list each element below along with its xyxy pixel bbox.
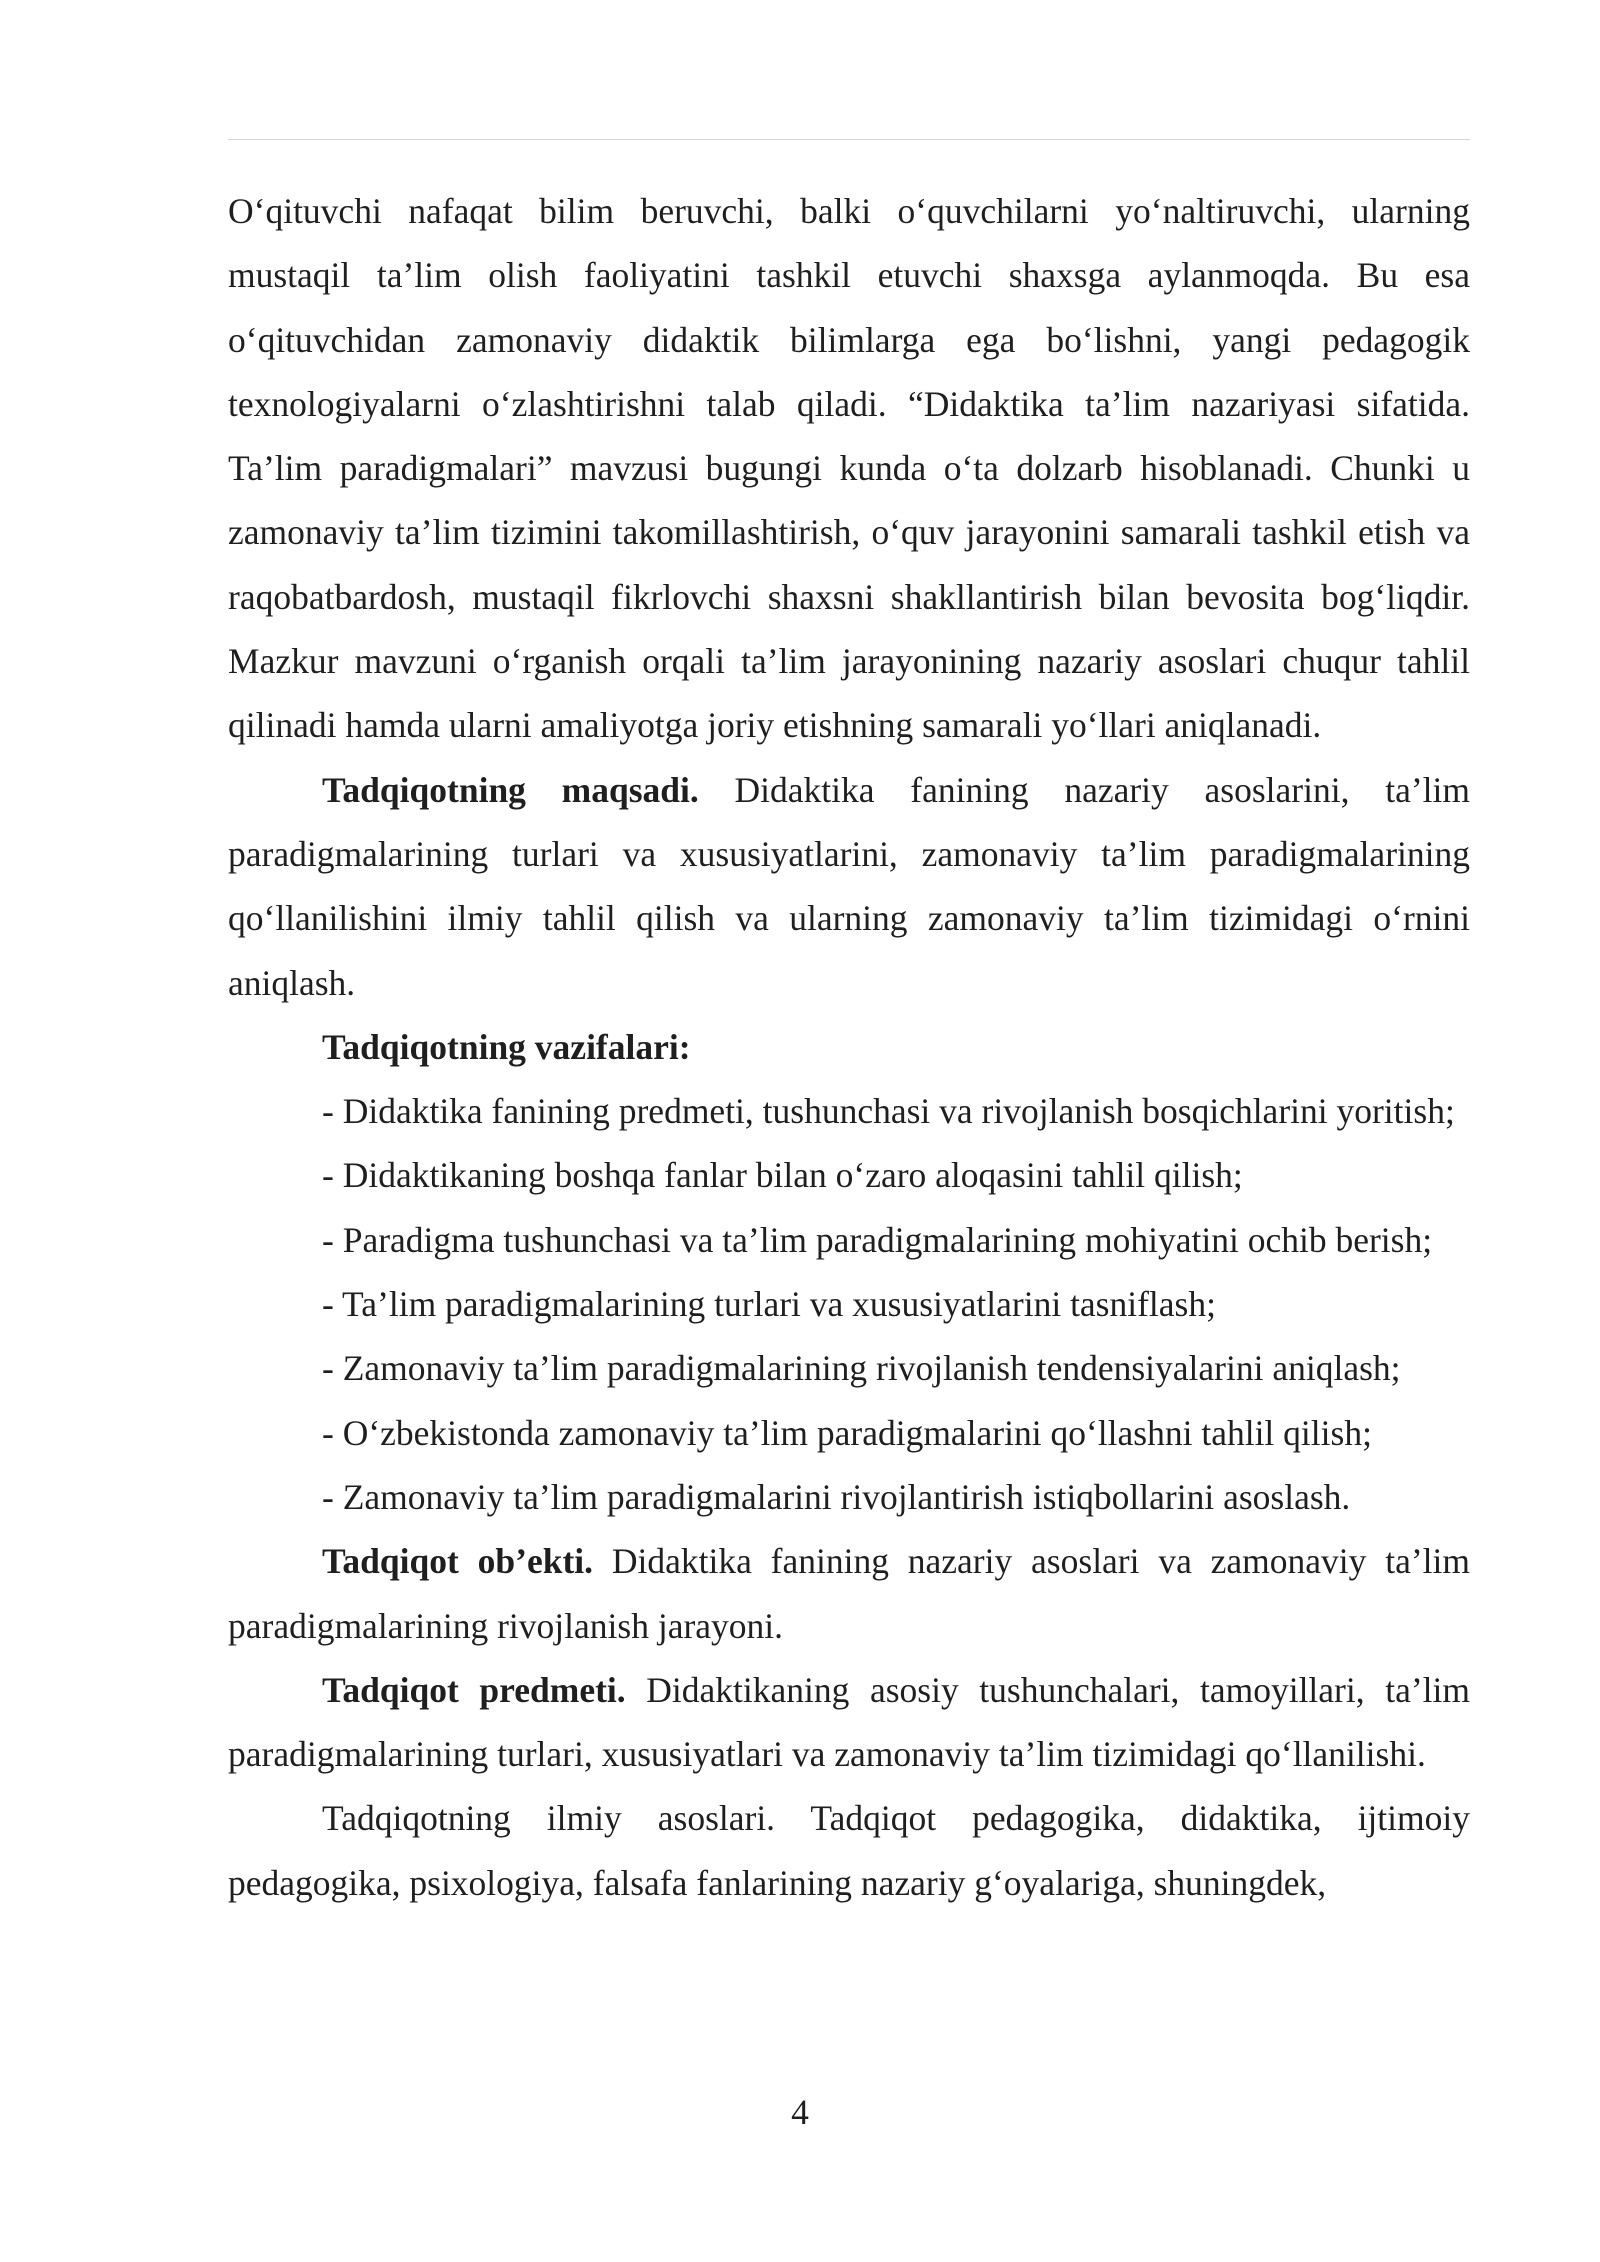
page-body [228, 179, 1470, 1915]
object-text: Didaktika fanining nazariy asoslari va zamonaviy ta’lim paradigmalarining rivojlanish jarayoni. [228, 1541, 1470, 1646]
task-item: - Paradigma tushunchasi va ta’lim paradigmalarining mohiyatini ochib berish; [322, 1219, 1433, 1260]
header-rule [228, 139, 1470, 140]
goal-paragraph [228, 758, 1470, 1015]
object-paragraph [228, 1529, 1470, 1658]
task-item: - Didaktika fanining predmeti, tushunchasi va rivojlanish bosqichlarini yoritish; [322, 1091, 1455, 1132]
task-item: - Zamonaviy ta’lim paradigmalarini rivojlantirish istiqbollarini asoslash. [322, 1476, 1351, 1517]
task-item: - Didaktikaning boshqa fanlar bilan o‘zaro aloqasini tahlil qilish; [322, 1155, 1243, 1196]
goal-heading: Tadqiqotning maqsadi. [322, 769, 699, 810]
tasks-heading: Tadqiqotning vazifalari: [322, 1026, 691, 1067]
object-heading: Tadqiqot ob’ekti. [322, 1541, 594, 1582]
goal-text: Didaktika fanining nazariy asoslarini, ta’lim paradigmalarining turlari va xususiyatlarini, zamonaviy ta’lim paradigmalarining qo‘llanilishini ilmiy tahlil qilish va ularning zamonaviy ta’lim tizimidagi o‘rnini aniqlash. [228, 769, 1470, 1003]
task-item: - O‘zbekistonda zamonaviy ta’lim paradigmalarini qo‘llashni tahlil qilish; [322, 1412, 1372, 1453]
subject-heading: Tadqiqot predmeti. [322, 1669, 626, 1710]
subject-text: Didaktikaning asosiy tushunchalari, tamoyillari, ta’lim paradigmalarining turlari, xususiyatlari va zamonaviy ta’lim tizimidagi qo‘llanilishi. [228, 1669, 1470, 1775]
page-number: 4 [791, 2092, 809, 2132]
intro-paragraph: O‘qituvchi nafaqat bilim beruvchi, balki o‘quvchilarni yo‘naltiruvchi, ularning mustaqil ta’lim olish faoliyatini tashkil etuvchi shaxsga aylanmoqda. Bu esa o‘qituvchidan zamonaviy didaktik bilimlarga ega bo‘lishni, yangi pedagogik texnologiyalarni o‘zlashtirishni talab qiladi. “Didaktika ta’lim nazariyasi sifatida. Ta’lim paradigmalari” mavzusi bugungi kunda o‘ta dolzarb hisoblanadi. Chunki u zamonaviy ta’lim tizimini takomillashtirish, o‘quv jarayonini samarali tashkil etish va raqobatbardosh, mustaqil fikrlovchi shaxsni shakllantirish bilan bevosita bog‘liqdir. Mazkur mavzuni o‘rganish orqali ta’lim jarayonining nazariy asoslari chuqur tahlil qilinadi hamda ularni amaliyotga joriy etishning samarali yo‘llari aniqlanadi. [228, 191, 1470, 746]
task-item: - Zamonaviy ta’lim paradigmalarining rivojlanish tendensiyalarini aniqlash; [322, 1348, 1401, 1389]
task-item: - Ta’lim paradigmalarining turlari va xususiyatlarini tasniflash; [322, 1284, 1216, 1325]
basis-paragraph: Tadqiqotning ilmiy asoslari. Tadqiqot pedagogika, didaktika, ijtimoiy pedagogika, psixologiya, falsafa fanlarining nazariy g‘oyalariga, shuningdek, [228, 1798, 1470, 1903]
subject-paragraph [228, 1658, 1470, 1787]
